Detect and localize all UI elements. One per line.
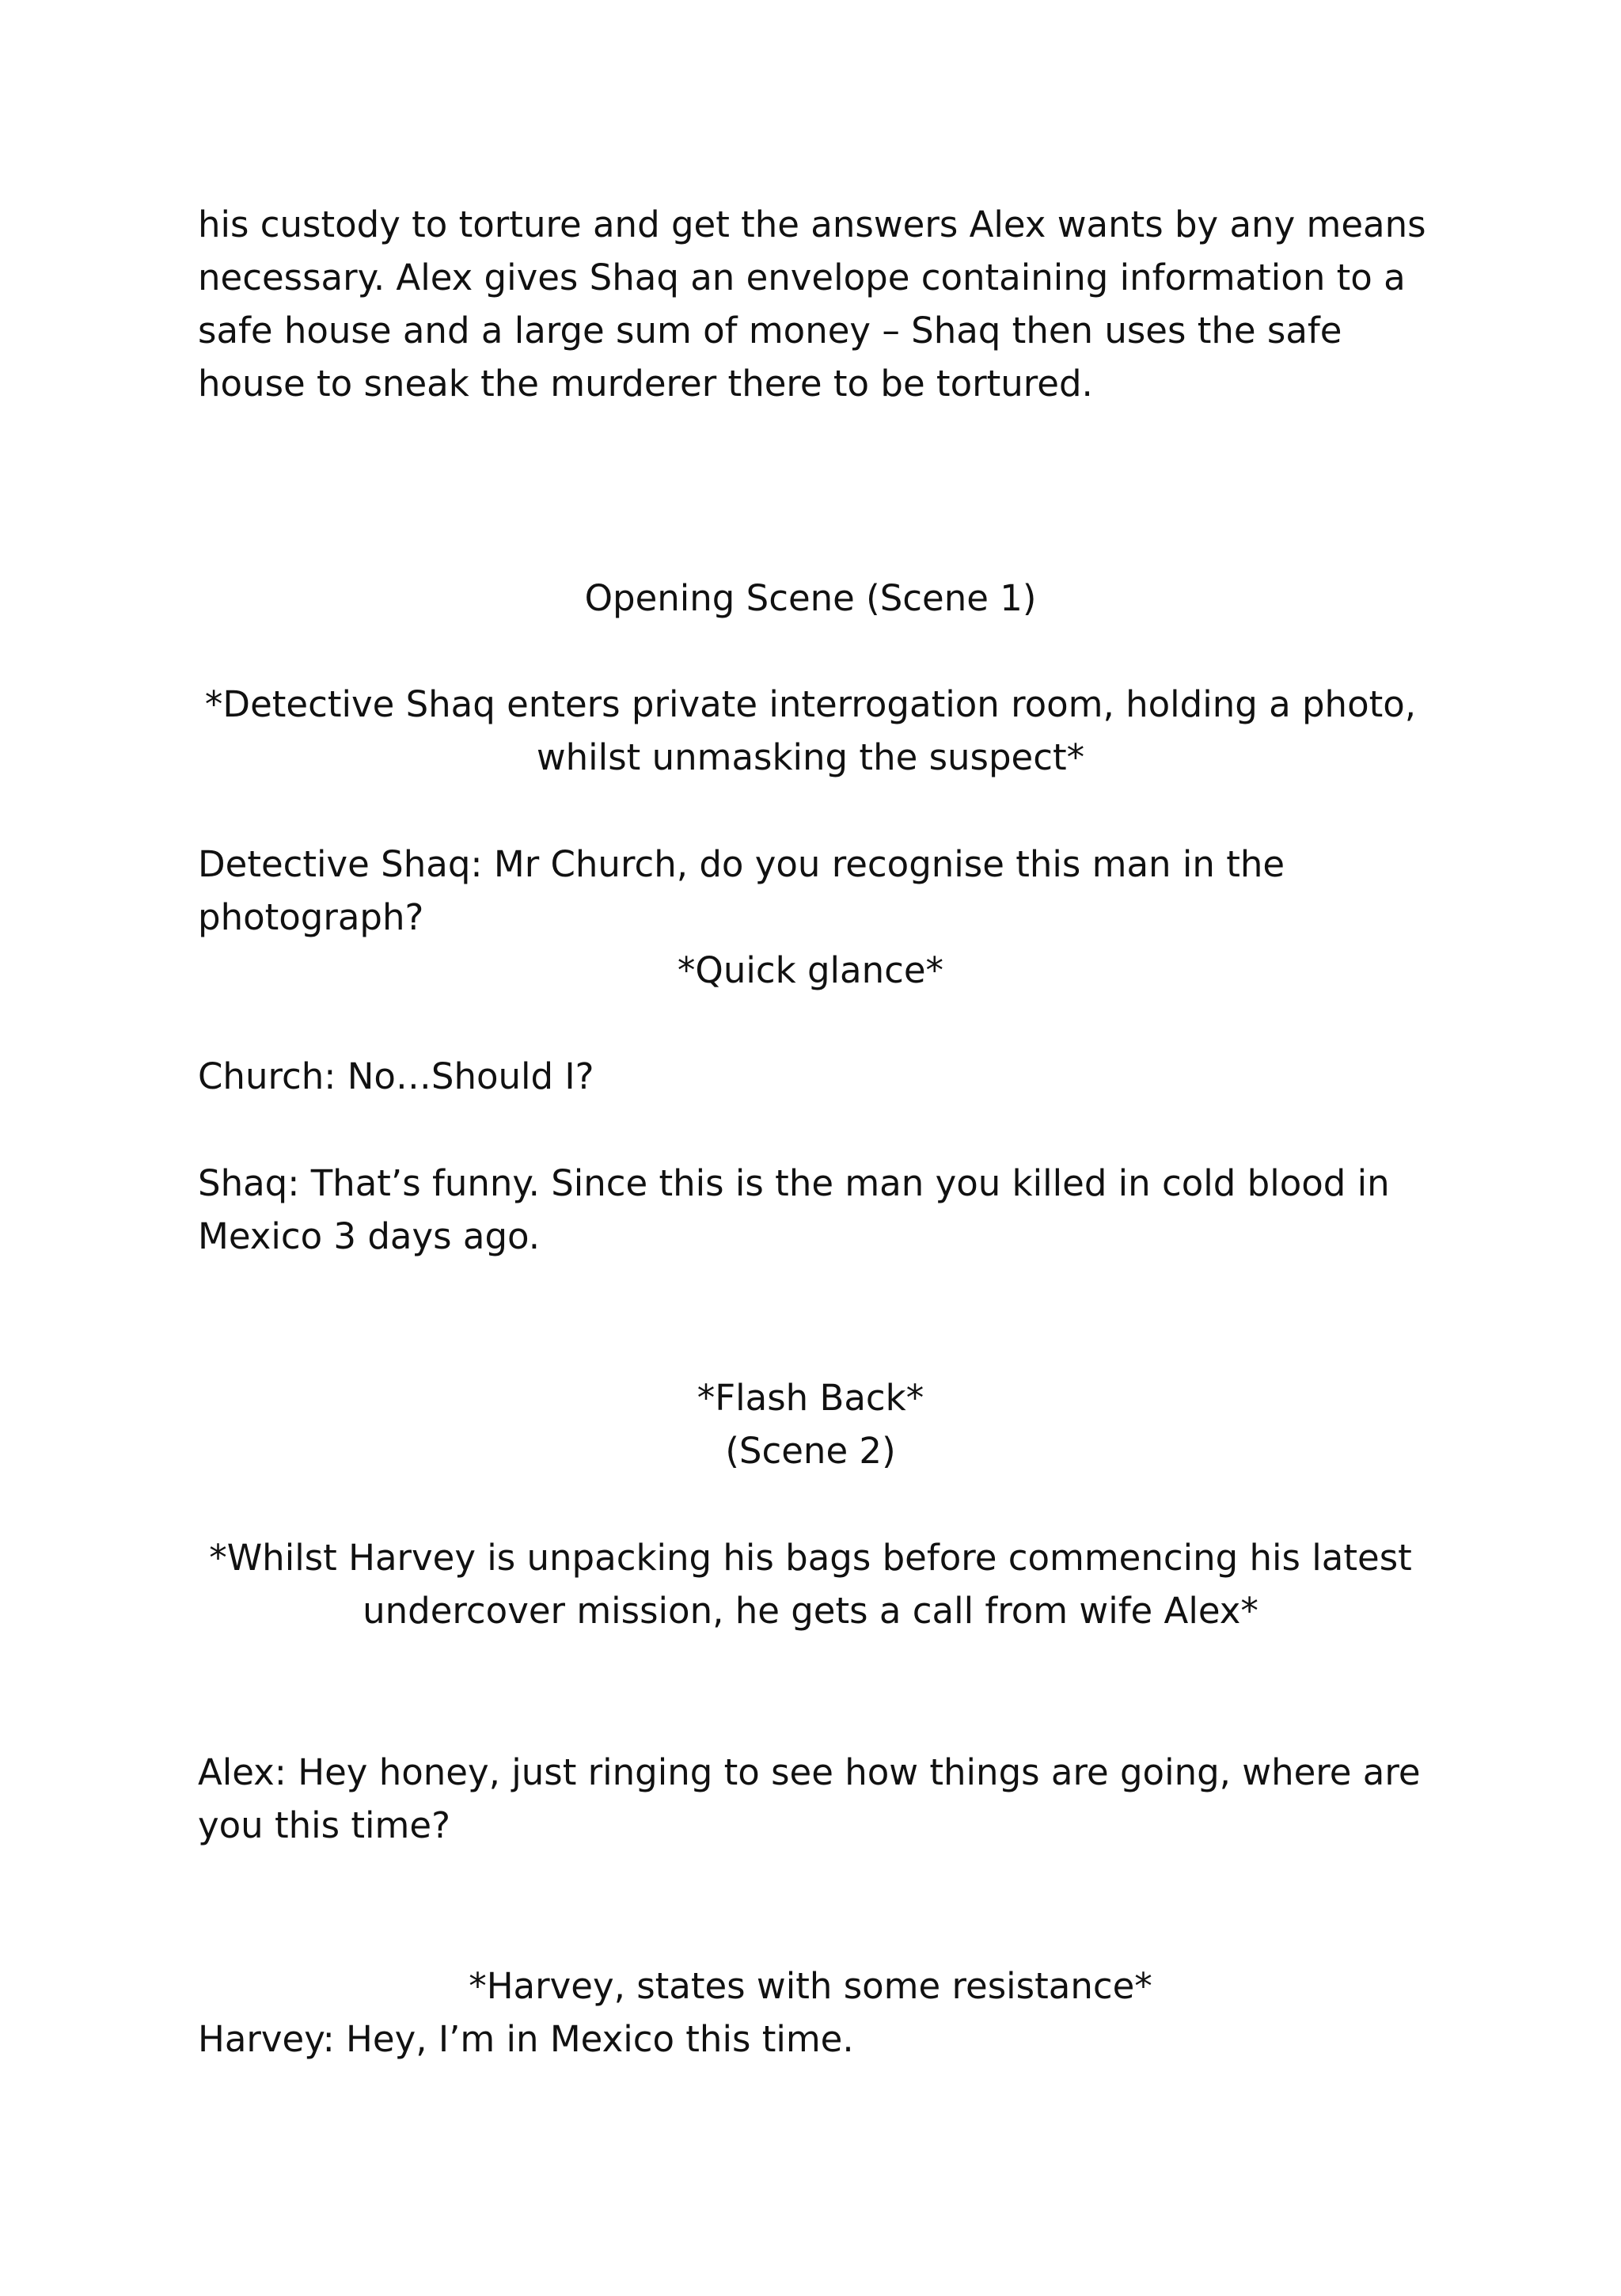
stage-direction-harvey (0, 1960, 1621, 2013)
text-line: you this time? (198, 1804, 450, 1846)
scene1-stage-direction (0, 678, 1621, 784)
text-line: necessary. Alex gives Shaq an envelope containing information to a (198, 257, 1406, 298)
dialogue-detective-shaq (198, 838, 1285, 944)
text-line: Church: No…Should I? (198, 1055, 594, 1097)
dialogue-shaq (198, 1157, 1390, 1263)
text-line: undercover mission, he gets a call from wife Alex* (363, 1590, 1258, 1632)
scene1-heading (0, 572, 1621, 625)
text-line: Harvey: Hey, I’m in Mexico this time. (198, 2018, 854, 2060)
text-line: Alex: Hey honey, just ringing to see how things are going, where are (198, 1751, 1421, 1793)
dialogue-alex (198, 1746, 1421, 1852)
text-line: Shaq: That’s funny. Since this is the man you killed in cold blood in (198, 1162, 1390, 1204)
dialogue-church (198, 1050, 594, 1103)
scene2-stage-direction (0, 1531, 1621, 1637)
text-line: *Detective Shaq enters private interrogation room, holding a photo, (204, 683, 1417, 725)
text-line: photograph? (198, 896, 424, 938)
stage-direction-text: *Harvey, states with some resistance* (469, 1965, 1152, 2007)
stage-direction-quick-glance (0, 944, 1621, 997)
stage-direction-text: *Quick glance* (677, 949, 944, 991)
text-line: *Whilst Harvey is unpacking his bags before commencing his latest (209, 1537, 1412, 1579)
dialogue-harvey (198, 2013, 854, 2066)
scene-heading-text: Opening Scene (Scene 1) (584, 577, 1037, 619)
text-line: his custody to torture and get the answers Alex wants by any means (198, 203, 1426, 245)
flashback-heading (0, 1371, 1621, 1477)
scene-heading-text: (Scene 2) (725, 1430, 896, 1472)
text-line: *Flash Back* (697, 1377, 924, 1419)
text-line: whilst unmasking the suspect* (536, 736, 1085, 778)
intro-paragraph (198, 198, 1426, 410)
text-line: Mexico 3 days ago. (198, 1215, 541, 1257)
text-line: house to sneak the murderer there to be tortured. (198, 363, 1093, 405)
text-line: safe house and a large sum of money – Shaq then uses the safe (198, 310, 1342, 352)
text-line: Detective Shaq: Mr Church, do you recognise this man in the (198, 843, 1285, 885)
